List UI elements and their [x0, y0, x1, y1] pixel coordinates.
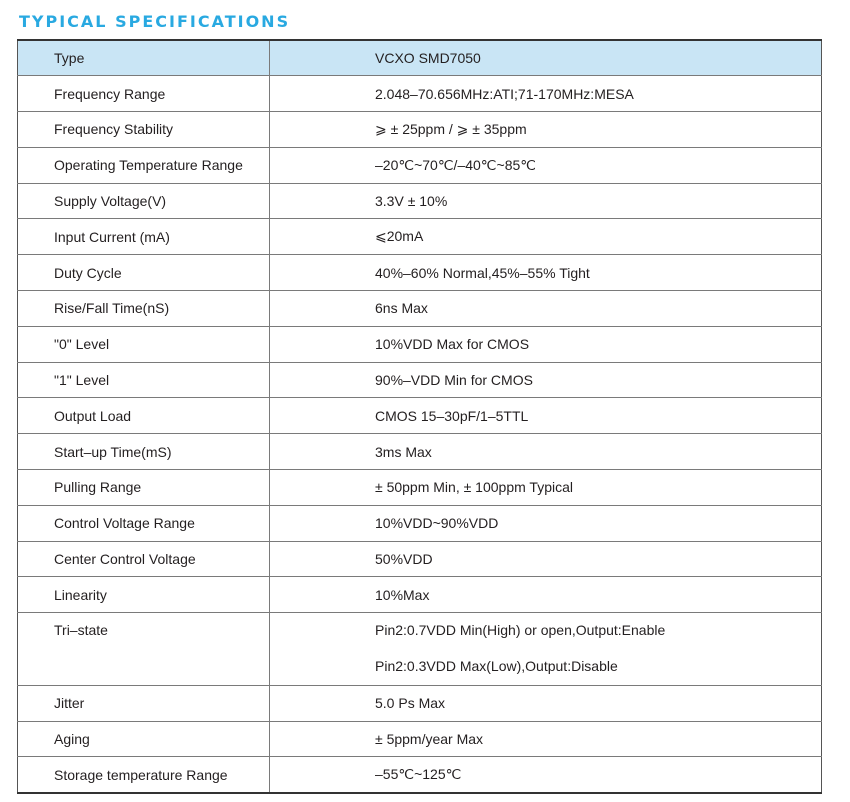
- param-cell: Output Load: [18, 398, 270, 434]
- table-row: [18, 112, 822, 148]
- value-cell: 10%Max: [270, 577, 822, 613]
- param-cell: Linearity: [18, 577, 270, 613]
- table-header-row: [18, 40, 822, 76]
- param-cell: Operating Temperature Range: [18, 147, 270, 183]
- value-cell: 10%VDD Max for CMOS: [270, 326, 822, 362]
- param-cell: "1" Level: [18, 362, 270, 398]
- value-line: Pin2:0.3VDD Max(Low),Output:Disable: [375, 658, 618, 675]
- table-row: [18, 398, 822, 434]
- table-row: [18, 219, 822, 255]
- param-cell: Frequency Range: [18, 76, 270, 112]
- param-cell: Storage temperature Range: [18, 757, 270, 793]
- value-cell: ⩽20mA: [270, 219, 822, 255]
- value-cell: CMOS 15–30pF/1–5TTL: [270, 398, 822, 434]
- table-row: [18, 362, 822, 398]
- param-cell: Start–up Time(mS): [18, 434, 270, 470]
- param-cell: Supply Voltage(V): [18, 183, 270, 219]
- value-cell: 10%VDD~90%VDD: [270, 505, 822, 541]
- table-row: [18, 291, 822, 327]
- table-row: [18, 505, 822, 541]
- value-cell: 6ns Max: [270, 291, 822, 327]
- header-param-cell: Type: [18, 40, 270, 76]
- param-cell: Input Current (mA): [18, 219, 270, 255]
- value-cell: 50%VDD: [270, 541, 822, 577]
- value-cell: 3.3V ± 10%: [270, 183, 822, 219]
- param-cell: Pulling Range: [18, 470, 270, 506]
- value-cell: 90%–VDD Min for CMOS: [270, 362, 822, 398]
- table-row: [18, 76, 822, 112]
- table-row: [18, 326, 822, 362]
- header-value-cell: VCXO SMD7050: [270, 40, 822, 76]
- value-line: Pin2:0.7VDD Min(High) or open,Output:Enable: [375, 622, 666, 639]
- table-row: [18, 147, 822, 183]
- table-row: [18, 255, 822, 291]
- param-cell: Center Control Voltage: [18, 541, 270, 577]
- param-cell: Jitter: [18, 685, 270, 721]
- value-cell: –55℃~125℃: [375, 766, 462, 783]
- param-cell: Rise/Fall Time(nS): [18, 291, 270, 327]
- value-cell: 2.048–70.656MHz:ATI;71-170MHz:MESA: [270, 76, 822, 112]
- page-title: TYPICAL SPECIFICATIONS: [19, 12, 291, 31]
- value-cell: ⩾ ± 25ppm / ⩾ ± 35ppm: [270, 112, 822, 148]
- value-cell: 40%–60% Normal,45%–55% Tight: [270, 255, 822, 291]
- value-cell: ± 50ppm Min, ± 100ppm Typical: [270, 470, 822, 506]
- table-row: [18, 541, 822, 577]
- param-cell: "0" Level: [18, 326, 270, 362]
- specifications-table: [17, 39, 822, 794]
- param-cell: Duty Cycle: [18, 255, 270, 291]
- table-row: [18, 434, 822, 470]
- value-cell: [270, 613, 822, 686]
- table-row: [18, 183, 822, 219]
- value-cell: 3ms Max: [270, 434, 822, 470]
- value-cell: 5.0 Ps Max: [270, 685, 822, 721]
- table-row: [18, 685, 822, 721]
- table-row: [18, 577, 822, 613]
- value-cell: ± 5ppm/year Max: [270, 721, 822, 757]
- param-cell: Control Voltage Range: [18, 505, 270, 541]
- table-row: [18, 757, 822, 793]
- table-row: [18, 721, 822, 757]
- value-cell: –20℃~70℃/–40℃~85℃: [270, 147, 822, 183]
- table-row: [18, 613, 822, 686]
- param-cell: Tri–state: [18, 613, 270, 686]
- param-cell: Frequency Stability: [18, 112, 270, 148]
- table-row: [18, 470, 822, 506]
- param-cell: Aging: [18, 721, 270, 757]
